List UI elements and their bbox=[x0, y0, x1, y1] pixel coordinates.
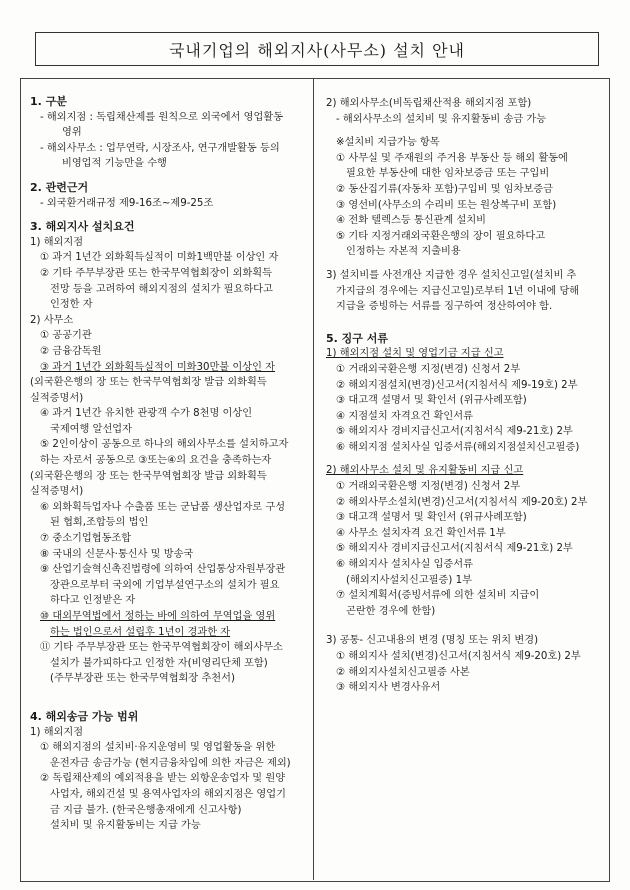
right-text-line: ③ 영선비(사무소의 수리비 또는 원상복구비 포함) bbox=[336, 199, 557, 211]
left-text-line: ① 공공기관 bbox=[40, 330, 92, 342]
left-section-heading: 1. 구분 bbox=[30, 95, 67, 108]
right-text-line: 2) 해외사무소(비독립채산적용 해외지점 포함) bbox=[326, 98, 532, 109]
right-text-line: ③ 대고객 설명서 및 확인서 (위규사례포함) bbox=[336, 395, 527, 407]
right-text-line: ③ 대고객 설명서 및 확인서 (위규사례포함) bbox=[336, 512, 527, 524]
left-text-line: 운전자금 송금가능 (현지금융차입에 의한 자금은 제외) bbox=[50, 757, 291, 769]
right-text-line: (해외지사설치신고필증) 1부 bbox=[346, 574, 472, 586]
page-title: 국내기업의 해외지사(사무소) 설치 안내 bbox=[35, 32, 599, 66]
right-text-line bbox=[326, 127, 604, 135]
right-text-line: ⑦ 설치계획서(증빙서류에 의한 설치비 지급이 bbox=[336, 590, 540, 602]
right-text-line: - 해외사무소의 설치비 및 유지활동비 송금 가능 bbox=[336, 113, 547, 125]
left-text-line: - 해외사무소 : 업무연락, 시장조사, 연구개발활동 등의 bbox=[40, 142, 280, 154]
left-text-line: 비영업적 기능만을 수행 bbox=[62, 158, 167, 170]
left-text-line: 하는 자로서 공동으로 ③또는④의 요건을 충족하는자 bbox=[40, 455, 272, 467]
right-text-line: ⑥ 해외지점 설치사실 입증서류(해외지점설치신고필증) bbox=[336, 441, 580, 453]
left-text-line bbox=[30, 687, 308, 701]
right-column bbox=[326, 96, 604, 696]
left-text-line: 장관으로부터 국외에 기업부설연구소의 설치가 필요 bbox=[50, 579, 280, 591]
right-text-line: ② 해외지사설치신고필증 사본 bbox=[336, 666, 470, 678]
right-text-line: ④ 사무소 설치자격 요건 확인서류 1부 bbox=[336, 527, 506, 539]
left-text-line: ⑦ 중소기업협동조합 bbox=[40, 533, 132, 545]
left-text-line: 1) 해외지점 bbox=[30, 236, 84, 248]
left-text-line: ① 해외지점의 설치비·유지운영비 및 영업활동을 위한 bbox=[40, 742, 276, 754]
left-text-line: ⑥ 외화획득업자나 수출품 또는 군납품 생산업자로 구성 bbox=[40, 501, 286, 513]
right-text-line: 곤란한 경우에 한함) bbox=[346, 605, 436, 617]
right-text-line: 필요한 부동산에 대한 임차보증금 또는 구입비 bbox=[346, 168, 550, 180]
right-text-line: 3) 공통- 신고내용의 변경 (명칭 또는 위치 변경) bbox=[326, 635, 539, 647]
right-text-line bbox=[326, 315, 604, 323]
left-text-line: 된 협회,조합등의 법인 bbox=[50, 517, 149, 529]
right-text-line: 3) 설치비를 사전개산 지급한 경우 설치신고일(설치비 추 bbox=[326, 269, 577, 281]
right-text-line: ④ 지점설치 자격요건 확인서류 bbox=[336, 410, 473, 422]
right-text-line: 1) 해외지점 설치 및 영업기금 지급 신고 bbox=[326, 348, 504, 360]
left-text-line: 실적증명서) bbox=[30, 392, 84, 404]
left-section-heading: 2. 관련근거 bbox=[30, 180, 89, 194]
left-text-line: ⑧ 국내의 신문사·통신사 및 방송국 bbox=[40, 548, 194, 560]
left-section-heading: 3. 해외지사 설치요건 bbox=[30, 220, 135, 234]
left-text-line: 영위 bbox=[62, 127, 82, 139]
left-text-line: ⑤ 2인이상이 공동으로 하나의 해외사무소를 설치하고자 bbox=[40, 439, 289, 451]
right-text-line: ③ 해외지사 변경사유서 bbox=[336, 682, 441, 694]
left-section-heading: 4. 해외송금 가능 범위 bbox=[30, 709, 139, 723]
right-text-line: ① 해외지사 설치(변경)신고서(지침서식 제9-20호) 2부 bbox=[336, 651, 581, 662]
right-text-line: ④ 전화 텔렉스등 통신관계 설치비 bbox=[336, 215, 487, 227]
left-text-line: 설치가 불가피하다고 인정한 자(비영리단체 포함) bbox=[50, 657, 268, 669]
right-text-line: 가지급의 경우에는 지급신고일)로부터 1년 이내에 당해 bbox=[336, 285, 580, 297]
right-text-line: ⑤ 기타 지정거래외국환은행의 장이 필요하다고 bbox=[336, 230, 546, 242]
left-text-line: 국제여행 알선업자 bbox=[50, 423, 132, 435]
left-text-line: ⑩ 대외무역법에서 정하는 바에 의하여 무역업을 영위 bbox=[40, 611, 276, 622]
left-text-line: - 외국환거래규정 제9-16조~제9-25조 bbox=[40, 197, 214, 209]
right-text-line: ② 해외사무소설치(변경)신고서(지침서식 제9-20호) 2부 bbox=[336, 496, 588, 508]
right-text-line: ① 거래외국환은행 지정(변경) 신청서 2부 bbox=[336, 481, 521, 493]
left-text-line: ② 독립채산제의 예외적용을 받는 외항운송업자 및 원양 bbox=[40, 773, 286, 785]
left-text-line: ⑨ 산업기술혁신촉진법령에 의하여 산업통상자원부장관 bbox=[40, 564, 286, 576]
left-text-line: - 해외지점 : 독립채산제를 원칙으로 외국에서 영업활동 bbox=[40, 111, 284, 123]
right-text-line: ① 거래외국환은행 지정(변경) 신청서 2부 bbox=[336, 363, 521, 375]
left-text-line: (외국환은행의 장 또는 한국무역협회장 발급 외화획득 bbox=[30, 470, 267, 482]
right-text-line bbox=[326, 260, 604, 268]
left-text-line: 설치비 및 유지활동비는 지급 가능 bbox=[50, 820, 201, 832]
column-divider bbox=[313, 78, 314, 880]
left-text-line: 2) 사무소 bbox=[30, 314, 74, 326]
left-text-line: (외국환은행의 장 또는 한국무역협회장 발급 외화획득 bbox=[30, 377, 267, 389]
left-text-line: 하는 법인으로서 설립후 1년이 경과한 자 bbox=[50, 626, 231, 638]
right-section-heading: 5. 징구 서류 bbox=[326, 331, 388, 345]
left-text-line: ④ 과거 1년간 유치한 관광객 수가 8천명 이상인 bbox=[40, 408, 253, 420]
left-text-line: 인정한 자 bbox=[50, 299, 93, 311]
left-text-line: ① 과거 1년간 외화획득실적이 미화1백만불 이상인 자 bbox=[40, 252, 279, 264]
left-column bbox=[30, 86, 308, 834]
left-text-line: (주무부장관 또는 한국무역협회장 추천서) bbox=[50, 673, 235, 685]
right-text-line: ⑥ 해외지사 설치사실 입증서류 bbox=[336, 559, 473, 571]
left-text-line: 금 지급 불가. (한국은행총재에게 신고사항) bbox=[50, 804, 242, 816]
right-text-line: 인정하는 자본적 지출비용 bbox=[346, 246, 461, 258]
left-text-line: ③ 과거 1년간 외화획득실적이 미화30만불 이상인 자 bbox=[40, 361, 275, 373]
right-text-line bbox=[326, 619, 604, 633]
left-text-line: ② 금융감독원 bbox=[40, 345, 102, 357]
left-text-line: 실적증명서) bbox=[30, 486, 84, 498]
left-text-line: 1) 해외지점 bbox=[30, 726, 84, 738]
right-text-line: ※설치비 지급가능 항목 bbox=[336, 137, 440, 149]
left-text-line: 하다고 인정받은 자 bbox=[50, 595, 136, 607]
right-text-line: 지급을 증빙하는 서류를 징구하여 정산하여야 함. bbox=[336, 301, 553, 313]
right-text-line: 2) 해외사무소 설치 및 유지활동비 지급 신고 bbox=[326, 465, 524, 477]
left-text-line: ⑪ 기타 주무부장관 또는 한국무역협회장이 해외사무소 bbox=[40, 642, 283, 654]
right-text-line: ① 사무실 및 주재원의 주거용 부동산 등 해외 활동에 bbox=[336, 152, 568, 164]
left-text-line: 사업자, 해외건설 및 용역사업자의 해외지점은 영업기 bbox=[50, 788, 286, 800]
left-text-line: ② 기타 주무부장관 또는 한국무역협회장이 외화획득 bbox=[40, 267, 272, 279]
right-text-line bbox=[326, 455, 604, 463]
right-text-line: ② 해외지점설치(변경)신고서(지침서식 제9-19호) 2부 bbox=[336, 379, 578, 391]
right-text-line: ⑤ 해외지사 경비지급신고서(지침서식 제9-21호) 2부 bbox=[336, 543, 573, 555]
right-text-line: ⑤ 해외지사 경비지급신고서(지침서식 제9-21호) 2부 bbox=[336, 426, 573, 438]
left-text-line: 전망 등을 고려하여 해외지점의 설치가 필요하다고 bbox=[50, 283, 273, 295]
right-text-line: ② 동산집기류(자동차 포함)구입비 및 임차보증금 bbox=[336, 183, 554, 195]
